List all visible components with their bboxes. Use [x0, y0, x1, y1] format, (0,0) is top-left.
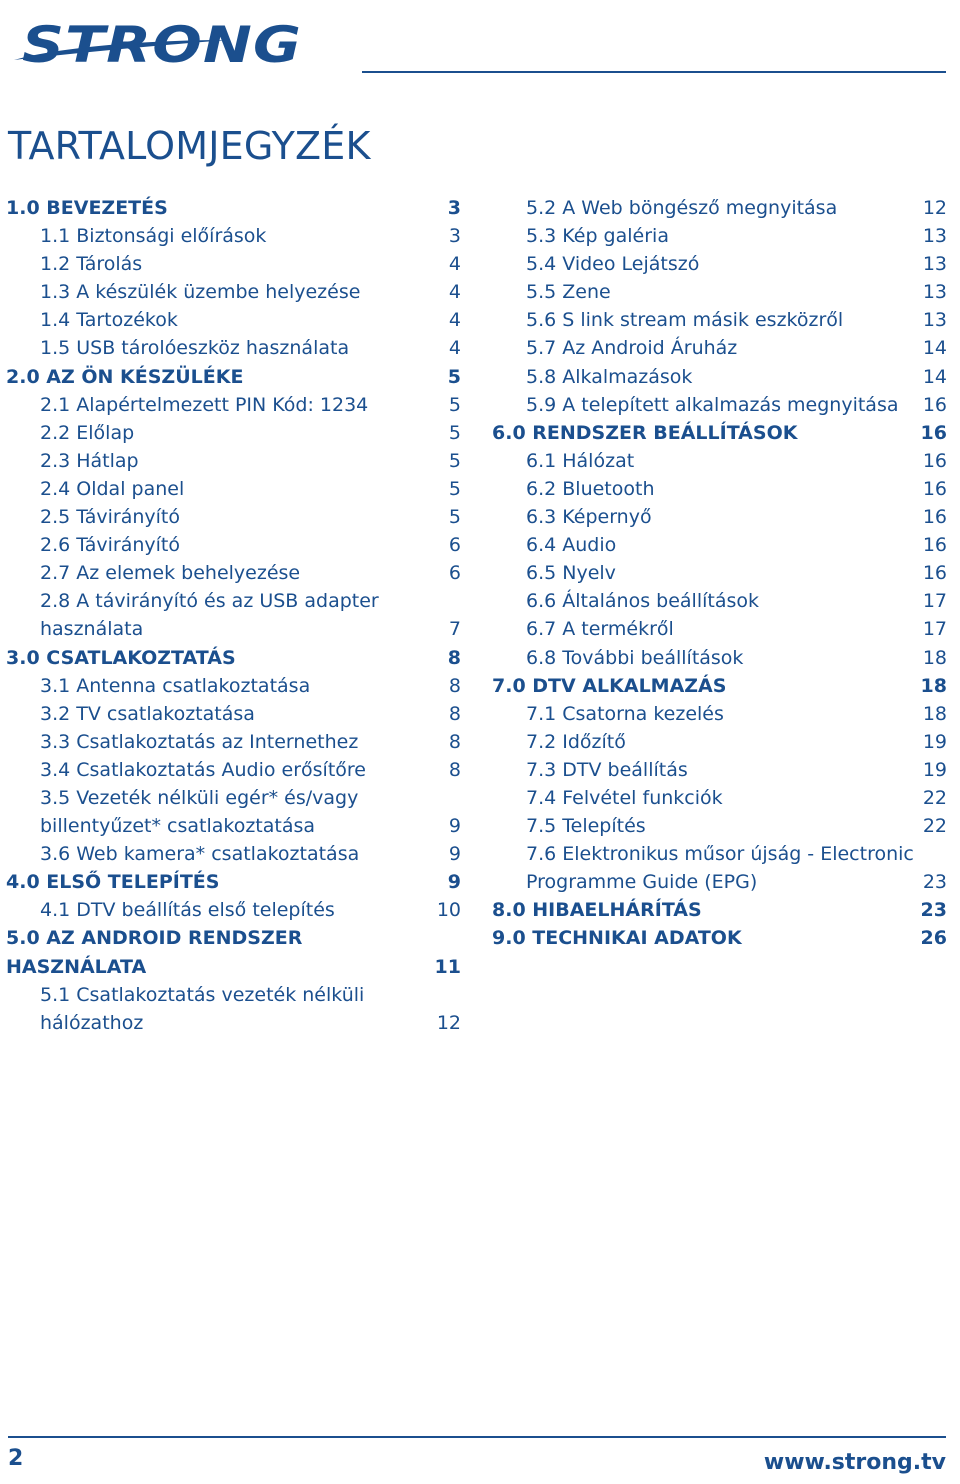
toc-entry-label: 2.0 AZ ÖN KÉSZÜLÉKE	[6, 365, 244, 388]
toc-entry-page: 23	[920, 899, 947, 922]
toc-entry[interactable]	[6, 672, 461, 700]
toc-entry[interactable]	[6, 194, 461, 222]
toc-entry-label: 2.7 Az elemek behelyezése	[40, 562, 301, 585]
toc-entry-label: 6.7 A termékről	[526, 618, 674, 641]
toc-entry-label: 3.5 Vezeték nélküli egér* és/vagy billentyűzet* csatlakoztatása	[40, 786, 359, 838]
toc-entry-page: 19	[922, 730, 947, 753]
toc-entry[interactable]	[6, 334, 461, 362]
toc-entry[interactable]	[6, 475, 461, 503]
toc-entry[interactable]	[492, 559, 947, 587]
toc-entry-page: 9	[448, 815, 461, 838]
toc-entry-label: 7.4 Felvétel funkciók	[526, 786, 723, 809]
toc-entry-page: 19	[922, 758, 947, 781]
toc-entry-page: 16	[922, 562, 947, 585]
toc-entry-page: 3	[448, 225, 461, 248]
toc-entry[interactable]	[492, 503, 947, 531]
toc-entry-page: 5	[448, 449, 461, 472]
toc-entry-page: 4	[448, 253, 461, 276]
toc-entry-label: 6.1 Hálózat	[526, 449, 635, 472]
toc-entry-label: 9.0 TECHNIKAI ADATOK	[492, 927, 742, 950]
toc-entry-label: 1.1 Biztonsági előírások	[40, 225, 267, 248]
toc-entry[interactable]	[6, 447, 461, 475]
toc-entry-page: 11	[434, 955, 461, 978]
toc-entry[interactable]	[6, 559, 461, 587]
toc-entry[interactable]	[6, 222, 461, 250]
toc-right-column	[492, 194, 947, 953]
toc-entry-label: 1.0 BEVEZETÉS	[6, 197, 168, 219]
toc-entry[interactable]	[6, 756, 461, 784]
toc-entry-page: 5	[448, 477, 461, 500]
toc-entry[interactable]	[492, 756, 947, 784]
toc-entry-page: 5	[448, 506, 461, 529]
toc-entry[interactable]	[492, 784, 947, 812]
toc-entry-page: 8	[448, 674, 461, 697]
toc-entry-page: 18	[922, 646, 947, 669]
toc-entry[interactable]	[6, 981, 461, 1037]
toc-entry-page: 14	[922, 337, 947, 360]
toc-entry[interactable]	[492, 278, 947, 306]
toc-entry[interactable]	[492, 700, 947, 728]
toc-entry-label: 2.2 Előlap	[40, 421, 135, 444]
toc-entry-page: 4	[448, 309, 461, 332]
toc-entry[interactable]	[492, 728, 947, 756]
toc-entry[interactable]	[6, 868, 461, 896]
toc-entry-label: 2.1 Alapértelmezett PIN Kód: 1234	[40, 393, 369, 416]
toc-entry-label: 4.1 DTV beállítás első telepítés	[40, 899, 335, 922]
toc-entry-label: 6.3 Képernyő	[526, 506, 652, 529]
toc-entry[interactable]	[492, 615, 947, 643]
toc-entry-page: 5	[448, 421, 461, 444]
toc-entry-page: 13	[922, 253, 947, 276]
toc-entry[interactable]	[492, 363, 947, 391]
toc-entry[interactable]	[492, 644, 947, 672]
toc-entry[interactable]	[6, 896, 461, 924]
toc-entry-label: 5.6 S link stream másik eszközről	[526, 309, 844, 332]
toc-entry[interactable]	[6, 924, 461, 980]
toc-entry-page: 6	[448, 562, 461, 585]
toc-entry-page: 9	[447, 871, 461, 894]
toc-entry-page: 16	[920, 421, 947, 444]
toc-entry-label: 1.3 A készülék üzembe helyezése	[40, 281, 361, 304]
toc-entry-page: 13	[922, 225, 947, 248]
toc-entry-page: 8	[448, 758, 461, 781]
toc-entry[interactable]	[6, 503, 461, 531]
toc-entry-label: 2.8 A távirányító és az USB adapter használata	[40, 590, 379, 641]
toc-entry-page: 6	[448, 534, 461, 557]
toc-entry[interactable]	[492, 250, 947, 278]
toc-entry-page: 7	[448, 618, 461, 641]
toc-entry[interactable]	[6, 306, 461, 334]
toc-entry-label: 7.0 DTV ALKALMAZÁS	[492, 674, 727, 697]
strong-logo	[8, 10, 308, 70]
toc-entry-page: 16	[922, 477, 947, 500]
toc-entry-label: 3.2 TV csatlakoztatása	[40, 702, 255, 725]
toc-entry-label: 3.0 CSATLAKOZTATÁS	[6, 646, 236, 669]
toc-left-column	[6, 194, 461, 1037]
toc-entry-page: 16	[922, 506, 947, 529]
toc-entry-label: 3.3 Csatlakoztatás az Internethez	[40, 730, 359, 753]
toc-entry[interactable]	[6, 531, 461, 559]
toc-entry-page: 5	[447, 365, 461, 388]
header-rule	[362, 71, 946, 73]
toc-entry-label: 1.4 Tartozékok	[40, 309, 178, 332]
toc-entry-page: 17	[922, 590, 947, 613]
toc-entry-label: 6.5 Nyelv	[526, 562, 616, 585]
toc-entry-page: 18	[920, 674, 947, 697]
toc-entry[interactable]	[492, 672, 947, 700]
toc-entry-page: 14	[922, 365, 947, 388]
toc-entry-label: 7.6 Elektronikus műsor újság - Electronic Programme Guide (EPG)	[526, 843, 914, 894]
toc-entry-page: 5	[448, 393, 461, 416]
footer-rule	[8, 1436, 946, 1438]
toc-entry-label: 5.7 Az Android Áruház	[526, 337, 738, 360]
toc-entry[interactable]	[492, 896, 947, 924]
toc-entry-label: 5.4 Video Lejátszó	[526, 253, 700, 276]
toc-entry-page: 16	[922, 534, 947, 557]
toc-entry-label: 6.4 Audio	[526, 534, 617, 557]
toc-entry-label: 1.2 Tárolás	[40, 253, 143, 276]
toc-entry[interactable]	[492, 334, 947, 362]
toc-entry-label: 8.0 HIBAELHÁRÍTÁS	[492, 899, 702, 922]
toc-entry-label: 5.2 A Web böngésző megnyitása	[526, 197, 838, 219]
toc-entry-label: 1.5 USB tárolóeszköz használata	[40, 337, 350, 360]
toc-entry[interactable]	[6, 644, 461, 672]
toc-entry[interactable]	[6, 363, 461, 391]
toc-entry-page: 8	[447, 646, 461, 669]
toc-entry[interactable]	[6, 419, 461, 447]
toc-entry-label: 2.3 Hátlap	[40, 449, 139, 472]
toc-entry[interactable]	[492, 924, 947, 952]
toc-entry-label: 6.6 Általános beállítások	[526, 590, 760, 613]
toc-entry-page: 22	[922, 815, 947, 838]
toc-entry[interactable]	[6, 391, 461, 419]
toc-entry[interactable]	[6, 278, 461, 306]
toc-entry-page: 16	[922, 449, 947, 472]
toc-entry-label: 4.0 ELSŐ TELEPÍTÉS	[6, 871, 220, 894]
toc-entry-label: 7.2 Időzítő	[526, 730, 626, 753]
toc-entry-label: 2.6 Távirányító	[40, 534, 180, 557]
toc-entry[interactable]	[492, 812, 947, 840]
toc-entry-label: 5.0 AZ ANDROID RENDSZER HASZNÁLATA	[6, 927, 303, 978]
toc-entry[interactable]	[6, 250, 461, 278]
toc-entry-page: 12	[436, 1011, 461, 1034]
toc-entry-page: 13	[922, 281, 947, 304]
toc-entry-page: 26	[920, 927, 947, 950]
toc-entry-label: 5.1 Csatlakoztatás vezeték nélküli hálózathoz	[40, 983, 365, 1034]
toc-entry-label: 5.5 Zene	[526, 281, 611, 304]
toc-entry-page: 16	[922, 393, 947, 416]
page-title: TARTALOMJEGYZÉK	[8, 124, 371, 168]
toc-entry-label: 6.0 RENDSZER BEÁLLÍTÁSOK	[492, 421, 798, 444]
toc-entry-label: 3.6 Web kamera* csatlakoztatása	[40, 843, 360, 866]
toc-entry[interactable]	[492, 391, 947, 419]
toc-entry-label: 6.8 További beállítások	[526, 646, 744, 669]
toc-entry[interactable]	[6, 784, 461, 840]
toc-entry[interactable]	[6, 728, 461, 756]
toc-entry-page: 9	[448, 843, 461, 866]
toc-entry-page: 12	[922, 197, 947, 219]
toc-entry-page: 22	[922, 786, 947, 809]
page-number: 2	[8, 1446, 24, 1471]
toc-entry[interactable]	[6, 700, 461, 728]
toc-entry-label: 7.1 Csatorna kezelés	[526, 702, 724, 725]
toc-entry-label: 7.5 Telepítés	[526, 815, 646, 838]
toc-entry[interactable]	[492, 306, 947, 334]
toc-entry-page: 17	[922, 618, 947, 641]
toc-entry-label: 2.5 Távirányító	[40, 506, 180, 529]
toc-entry[interactable]	[492, 531, 947, 559]
toc-entry-label: 6.2 Bluetooth	[526, 477, 655, 500]
toc-entry-label: 5.8 Alkalmazások	[526, 365, 693, 388]
toc-entry[interactable]	[492, 447, 947, 475]
toc-entry[interactable]	[492, 194, 947, 222]
toc-entry-label: 7.3 DTV beállítás	[526, 758, 688, 781]
toc-entry-page: 8	[448, 702, 461, 725]
toc-entry-page: 3	[447, 197, 461, 219]
toc-entry[interactable]	[492, 587, 947, 615]
toc-entry-page: 18	[922, 702, 947, 725]
toc-entry-page: 4	[448, 281, 461, 304]
toc-entry[interactable]	[492, 419, 947, 447]
toc-entry-label: 5.9 A telepített alkalmazás megnyitása	[526, 393, 899, 416]
toc-entry-label: 2.4 Oldal panel	[40, 477, 185, 500]
footer-url: www.strong.tv	[763, 1450, 946, 1475]
toc-entry[interactable]	[6, 587, 461, 643]
toc-entry-label: 5.3 Kép galéria	[526, 225, 669, 248]
toc-entry-page: 13	[922, 309, 947, 332]
toc-entry-page: 4	[448, 337, 461, 360]
toc-entry-page: 10	[436, 899, 461, 922]
toc-entry-label: 3.4 Csatlakoztatás Audio erősítőre	[40, 758, 366, 781]
toc-entry[interactable]	[492, 222, 947, 250]
toc-entry[interactable]	[492, 475, 947, 503]
logo-text: STRONG	[22, 16, 302, 70]
toc-entry[interactable]	[492, 840, 947, 896]
toc-entry-page: 23	[922, 871, 947, 894]
toc-entry[interactable]	[6, 840, 461, 868]
toc-entry-label: 3.1 Antenna csatlakoztatása	[40, 674, 311, 697]
toc-entry-page: 8	[448, 730, 461, 753]
